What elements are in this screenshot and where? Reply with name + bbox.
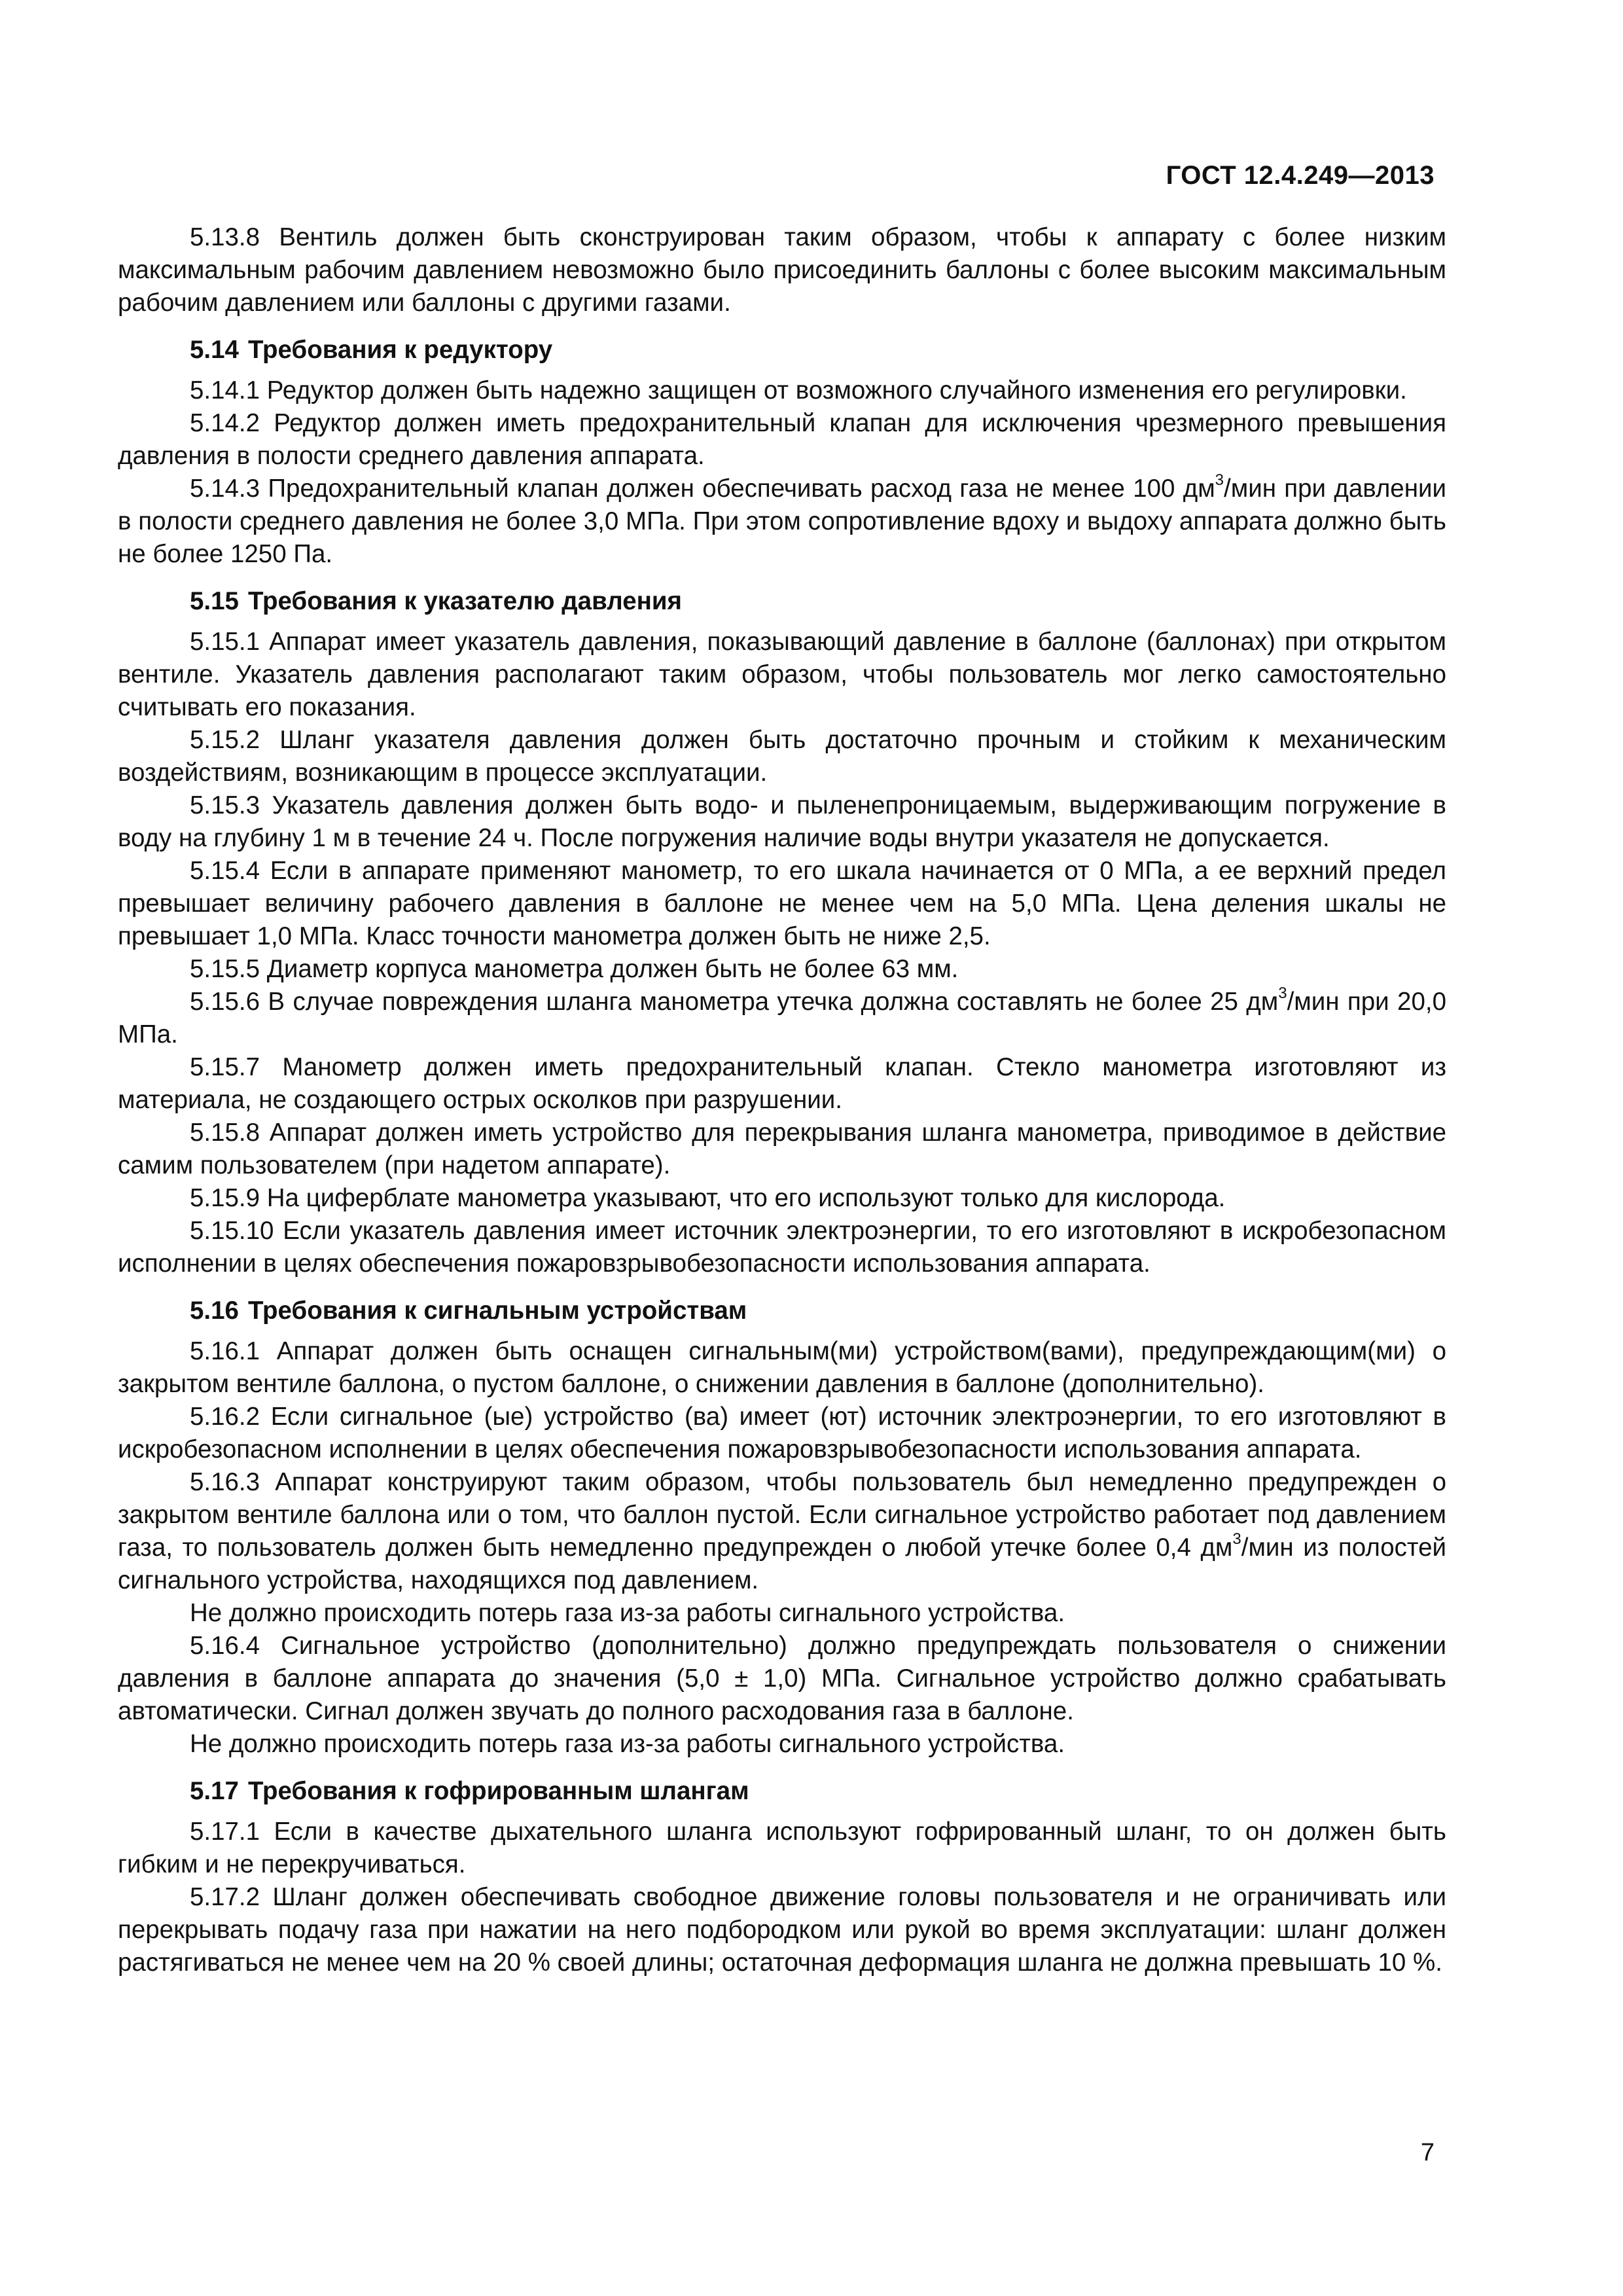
clause-text: Если сигнальное (ые) устройство (ва) имеет (ют) источник электроэнергии, то его изготовляют в искробезопасном исполнении в целях обеспечения пожаровзрывобезопасности использования аппарата. [118, 1403, 1446, 1463]
clause-paragraph [118, 407, 1446, 473]
clause-number: 5.15.4 [190, 857, 270, 885]
clause-text: Аппарат должен быть оснащен сигнальным(ми) устройством(вами), предупреждающим(ми) о закрытом вентиле баллона, о пустом баллоне, о снижении давления в баллоне (дополнительно). [118, 1337, 1446, 1398]
clause-text: Аппарат конструируют таким образом, чтобы пользователь был немедленно предупрежден о закрытом вентиле баллона или о том, что баллон пустой. Если сигнальное устройство работает под давлением газа, то пользователь должен быть немедленно предупрежден о любой утечке более 0,4 $дм^3$/мин из полостей сигнального устройства, находящихся под давлением. [118, 1468, 1447, 1594]
section-title: Требования к сигнальным устройствам [247, 1297, 747, 1325]
clause-number: 5.15.3 [190, 791, 272, 819]
clause-number: 5.15.8 [190, 1119, 270, 1147]
clause-paragraph [118, 1630, 1446, 1728]
clause-text: Редуктор должен иметь предохранительный клапан для исключения чрезмерного превышения давления в полости среднего давления аппарата. [118, 409, 1446, 470]
clause-number: 5.15.5 [190, 955, 267, 983]
page-number: 7 [1420, 2139, 1435, 2166]
clause-text: Редуктор должен быть надежно защищен от возможного случайного изменения его регулировки. [266, 376, 1407, 404]
clause-text: Аппарат имеет указатель давления, показывающий давление в баллоне (баллонах) при открытом вентиле. Указатель давления располагают таким образом, чтобы пользователь мог легко самостоятельно считывать его показания. [118, 628, 1446, 721]
section-heading [118, 1295, 1446, 1327]
clause-paragraph [118, 221, 1446, 319]
clause-number: 5.14.3 [190, 475, 268, 503]
clause-paragraph [118, 1117, 1446, 1182]
clause-number: 5.16.1 [190, 1337, 277, 1365]
clause-number: 5.14.1 [190, 376, 267, 404]
clause-text: Если указатель давления имеет источник электроэнергии, то его изготовляют в искробезопасном исполнении в целях обеспечения пожаровзрывобезопасности использования аппарата. [118, 1217, 1447, 1278]
clause-number: 5.15.9 [190, 1184, 267, 1212]
clause-text: Указатель давления должен быть водо- и пыленепроницаемым, выдерживающим погружение в воду на глубину 1 м в течение 24 ч. После погружения наличие воды внутри указателя не допускается. [118, 791, 1446, 852]
section-number: 5.16 [190, 1297, 239, 1325]
clause-number: 5.13.8 [190, 223, 279, 251]
section-heading [118, 585, 1446, 618]
clause-paragraph [118, 855, 1446, 953]
section-heading [118, 334, 1446, 367]
clause-paragraph [118, 1401, 1446, 1466]
clause-text: Вентиль должен быть сконструирован таким образом, чтобы к аппарату с более низким максимальным рабочим давлением невозможно было присоединить баллоны с более высоким максимальным рабочим давлением или баллоны с другими газами. [118, 223, 1446, 317]
clause-text: Не должно происходить потерь газа из-за работы сигнального устройства. [190, 1599, 1065, 1627]
section-heading [118, 1775, 1446, 1808]
clause-paragraph [118, 953, 1446, 986]
clause-paragraph [118, 374, 1446, 407]
clause-paragraph [118, 1182, 1446, 1215]
clause-paragraph [118, 1051, 1446, 1117]
section-title: Требования к редуктору [247, 336, 553, 364]
clause-number: 5.15.10 [190, 1217, 283, 1245]
clause-paragraph [118, 986, 1446, 1051]
clause-number: 5.17.1 [190, 1818, 274, 1846]
clause-text: Аппарат должен иметь устройство для перекрывания шланга манометра, приводимое в действие самим пользователем (при надетом аппарате). [118, 1119, 1446, 1179]
clause-text: Диаметр корпуса манометра должен быть не более 63 мм. [266, 955, 959, 983]
clause-text: Сигнальное устройство (дополнительно) должно предупреждать пользователя о снижении давления в баллоне аппарата до значения (5,0 ± 1,0) МПа. Сигнальное устройство должно срабатывать автоматически. Сигнал должен звучать до полного расходования газа в баллоне. [118, 1632, 1446, 1725]
clause-number: 5.15.7 [190, 1053, 283, 1081]
clause-text: Если в качестве дыхательного шланга используют гофрированный шланг, то он должен быть гибким и не перекручиваться. [118, 1818, 1446, 1878]
clause-text: На циферблате манометра указывают, что его используют только для кислорода. [266, 1184, 1226, 1212]
clause-text: Не должно происходить потерь газа из-за работы сигнального устройства. [190, 1730, 1065, 1758]
clause-paragraph [118, 789, 1446, 855]
section-title: Требования к гофрированным шлангам [247, 1777, 749, 1805]
clause-paragraph [118, 1597, 1446, 1630]
clause-paragraph [118, 1728, 1446, 1761]
clause-text: Манометр должен иметь предохранительный клапан. Стекло манометра изготовляют из материала, не создающего острых осколков при разрушении. [118, 1053, 1446, 1114]
clause-text: Если в аппарате применяют манометр, то его шкала начинается от 0 МПа, а ее верхний предел превышает величину рабочего давления в баллоне не менее чем на 5,0 МПа. Цена деления шкалы не превышает 1,0 МПа. Класс точности манометра должен быть не ниже 2,5. [118, 857, 1446, 950]
clause-number: 5.16.4 [190, 1632, 281, 1660]
clause-number: 5.15.2 [190, 726, 280, 754]
clause-paragraph [118, 1466, 1446, 1597]
clause-paragraph [118, 473, 1446, 571]
clause-paragraph [118, 724, 1446, 789]
clause-text: В случае повреждения шланга манометра утечка должна составлять не более 25 $дм^3$/мин при 20,0 МПа. [118, 984, 1446, 1049]
clause-paragraph [118, 1816, 1446, 1881]
clause-paragraph [118, 1881, 1446, 1979]
clause-number: 5.14.2 [190, 409, 274, 437]
clause-number: 5.15.1 [190, 628, 270, 656]
clause-text: Шланг должен обеспечивать свободное движение головы пользователя и не ограничивать или перекрывать подачу газа при нажатии на него подбородком или рукой во время эксплуатации: шланг должен растягиваться не менее чем на 20 % своей длины; остаточная деформация шланга не должна превышать 10 %. [118, 1883, 1446, 1977]
clause-paragraph [118, 1335, 1446, 1401]
clause-number: 5.16.2 [190, 1403, 271, 1431]
clause-text: Шланг указателя давления должен быть достаточно прочным и стойким к механическим воздействиям, возникающим в процессе эксплуатации. [118, 726, 1446, 787]
clause-number: 5.17.2 [190, 1883, 273, 1911]
clause-paragraph [118, 626, 1446, 724]
clause-text: Предохранительный клапан должен обеспечивать расход газа не менее 100 $дм^3$/мин при давлении в полости среднего давления не более 3,0 МПа. При этом сопротивление вдоху и выдоху аппарата должно быть не более 1250 Па. [118, 471, 1446, 568]
document-code: ГОСТ 12.4.249—2013 [1166, 161, 1435, 190]
clause-number: 5.15.6 [190, 988, 268, 1016]
section-number: 5.17 [190, 1777, 239, 1805]
clause-paragraph [118, 1215, 1446, 1280]
clause-number: 5.16.3 [190, 1468, 276, 1496]
section-title: Требования к указателю давления [247, 587, 682, 615]
document-body [118, 221, 1446, 1979]
section-number: 5.15 [190, 587, 239, 615]
section-number: 5.14 [190, 336, 239, 364]
